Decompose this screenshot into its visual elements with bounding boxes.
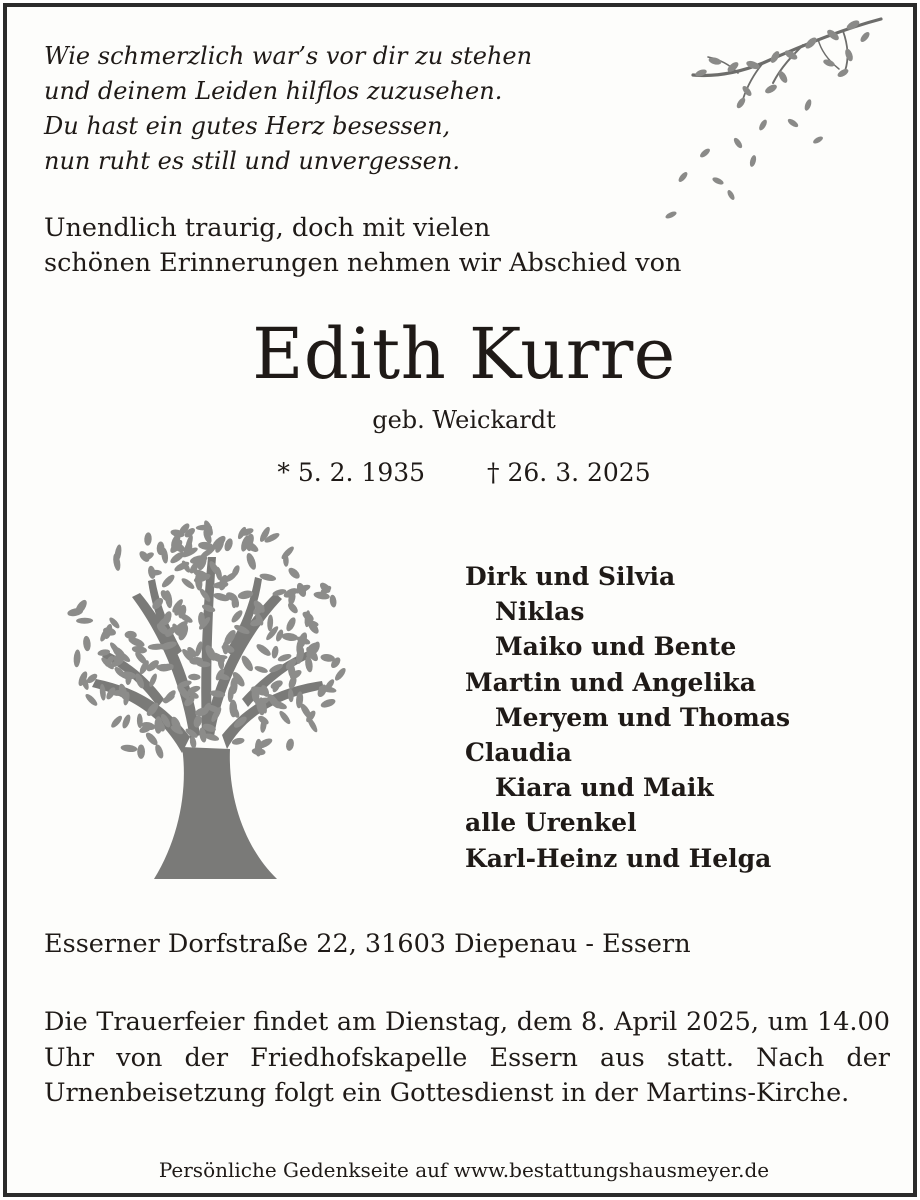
farewell-intro <box>44 211 681 281</box>
family-member: Kiara und Maik <box>495 773 714 803</box>
tree-leaf <box>147 565 157 579</box>
tree-leaf <box>82 635 91 651</box>
poem-line: nun ruht es still und unvergessen. <box>44 147 460 175</box>
intro-line: schönen Erinnerungen nehmen wir Abschied von <box>44 248 682 278</box>
family-member: Meryem und Thomas <box>495 702 791 732</box>
death-date: † 26. 3. 2025 <box>487 458 651 487</box>
tree-leaf <box>144 532 152 546</box>
poem-line: und deinem Leiden hilflos zuzusehen. <box>44 77 503 105</box>
tree-leaf <box>281 632 298 642</box>
family-list <box>465 559 790 876</box>
funeral-service-info: Die Trauerfeier findet am Dienstag, dem 8. April 2025, um 14.00 Uhr von der Friedhofskapelle Essern aus statt. Nach der Urnenbeisetzung folgt ein Gottesdienst in der Martins-Kirche. <box>44 1007 890 1108</box>
family-member: Dirk und Silvia <box>465 562 676 591</box>
poem-line: Du hast ein gutes Herz besessen, <box>44 112 451 140</box>
tree-leaf <box>287 566 302 581</box>
tree-leaf <box>120 744 138 753</box>
tree-leaf <box>154 743 165 759</box>
tree-leaf <box>188 674 201 681</box>
memorial-website-note: Persönliche Gedenkseite auf www.bestattungshausmeyer.de <box>158 1158 770 1182</box>
memorial-poem <box>44 39 532 179</box>
tree-leaf <box>278 709 293 725</box>
poem-line: Wie schmerzlich war’s vor dir zu stehen <box>44 42 533 70</box>
tree-leaf <box>76 618 93 624</box>
tree-leaf <box>245 552 258 571</box>
tree-leaf <box>73 649 81 667</box>
birth-name: geb. Weickardt <box>372 406 556 434</box>
tree-leaf <box>284 616 297 633</box>
tree-icon <box>62 517 352 887</box>
mourning-address: Esserner Dorfstraße 22, 31603 Diepenau - Essern <box>44 929 691 959</box>
birth-date: * 5. 2. 1935 <box>277 458 426 487</box>
tree-leaf <box>121 714 132 730</box>
tree-leaf <box>285 738 295 752</box>
tree-leaf <box>271 645 280 659</box>
family-member: Martin und Angelika <box>465 667 756 697</box>
family-member: Niklas <box>495 597 585 627</box>
tree-leaf <box>254 665 269 675</box>
intro-line: Unendlich traurig, doch mit vielen <box>44 213 491 243</box>
life-dates <box>7 457 920 489</box>
tree-leaf <box>320 697 337 709</box>
tree-leaf <box>255 642 273 658</box>
family-member: Claudia <box>465 738 572 768</box>
family-member: alle Urenkel <box>465 808 637 838</box>
tree-leaf <box>239 654 255 673</box>
tree-leaf <box>160 573 176 589</box>
tree-leaf <box>109 714 123 729</box>
tree-leaf <box>180 576 196 590</box>
falling-leaves-branch-icon <box>643 15 883 230</box>
tree-leaf <box>329 594 337 608</box>
tree-leaf <box>84 692 99 707</box>
obituary-card <box>3 3 917 1197</box>
family-member: Karl-Heinz und Helga <box>465 843 772 873</box>
tree-leaf <box>137 745 145 759</box>
deceased-name: Edith Kurre <box>252 313 676 395</box>
family-member: Maiko und Bente <box>495 632 737 662</box>
tree-leaf <box>333 666 347 682</box>
